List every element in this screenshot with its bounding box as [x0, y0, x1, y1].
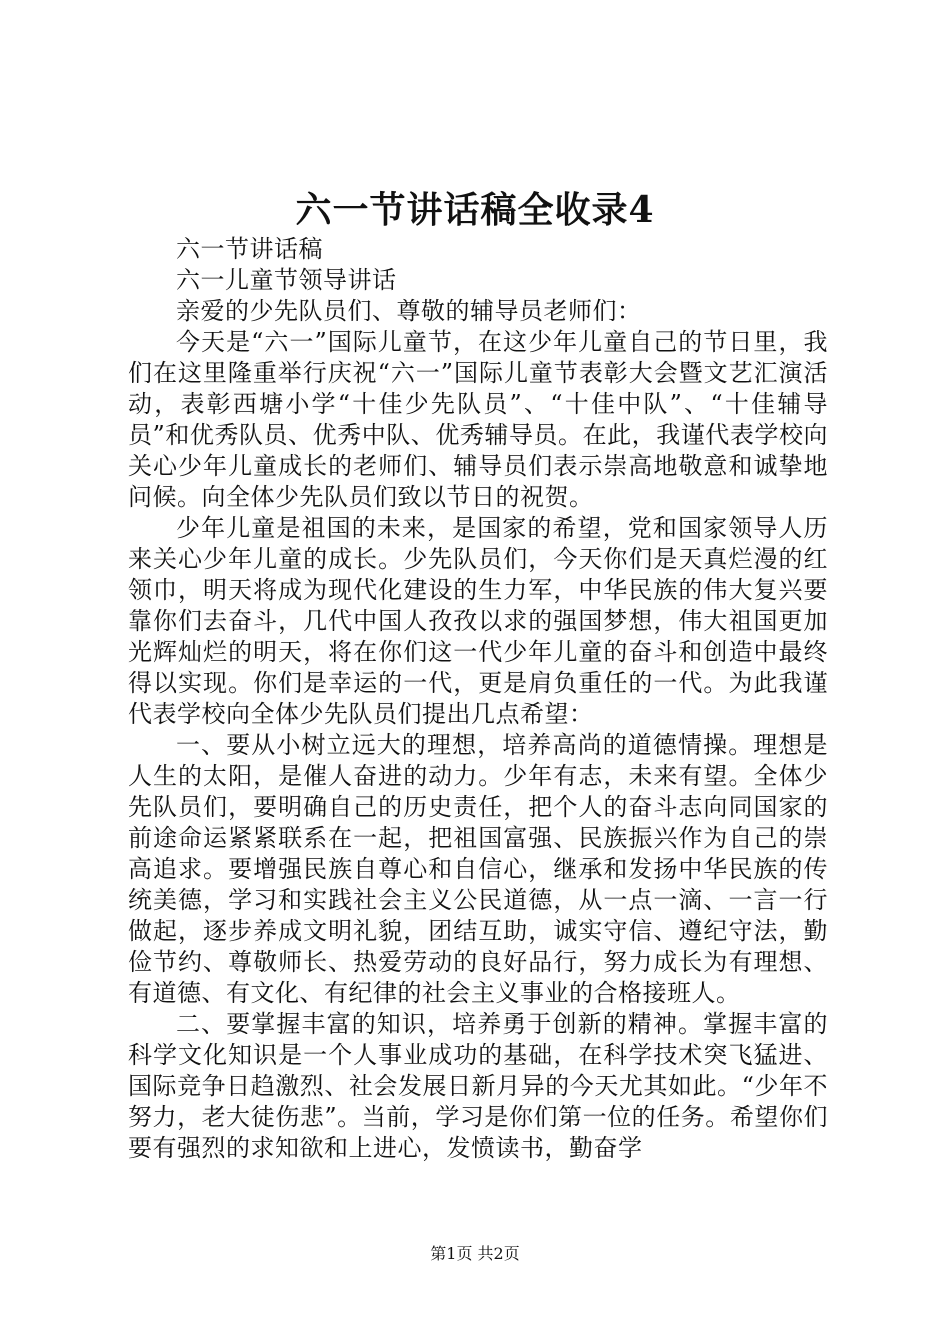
page-footer: 第1页 共2页 — [430, 1244, 520, 1263]
paragraph: 二、要掌握丰富的知识，培养勇于创新的精神。掌握丰富的科学文化知识是一个人事业成功的基础，在科学技术突飞猛进、国际竞争日趋激烈、社会发展日新月异的今天尤其如此。“少年不努力，老大徒伤悲”。当前，学习是你们第一位的任务。希望你们要有强烈的求知欲和上进心，发愤读书，勤奋学 — [128, 1010, 828, 1162]
paragraph-subheading: 六一儿童节领导讲话 — [176, 266, 397, 294]
document-body — [128, 234, 828, 1164]
paragraph: 一、要从小树立远大的理想，培养高尚的道德情操。理想是人生的太阳，是催人奋进的动力。少年有志，未来有望。全体少先队员们，要明确自己的历史责任，把个人的奋斗志向同国家的前途命运紧紧联系在一起，把祖国富强、民族振兴作为自己的崇高追求。要增强民族自尊心和自信心，继承和发扬中华民族的传统美德，学习和实践社会主义公民道德，从一点一滴、一言一行做起，逐步养成文明礼貌，团结互助，诚实守信、遵纪守法，勤俭节约、尊敬师长、热爱劳动的良好品行，努力成长为有理想、有道德、有文化、有纪律的社会主义事业的合格接班人。 — [128, 731, 828, 1007]
paragraph: 少年儿童是祖国的未来，是国家的希望，党和国家领导人历来关心少年儿童的成长。少先队员们，今天你们是天真烂漫的红领巾，明天将成为现代化建设的生力军，中华民族的伟大复兴要靠你们去奋斗，几代中国人孜孜以求的强国梦想，伟大祖国更加光辉灿烂的明天，将在你们这一代少年儿童的奋斗和创造中最终得以实现。你们是幸运的一代，更是肩负重任的一代。为此我谨代表学校向全体少先队员们提出几点希望： — [128, 514, 828, 728]
paragraph-salutation: 亲爱的少先队员们、尊敬的辅导员老师们： — [176, 297, 642, 325]
paragraph: 今天是“六一”国际儿童节，在这少年儿童自己的节日里，我们在这里隆重举行庆祝“六一”国际儿童节表彰大会暨文艺汇演活动，表彰西塘小学“十佳少先队员”、“十佳中队”、“十佳辅导员”和优秀队员、优秀中队、优秀辅导员。在此，我谨代表学校向关心少年儿童成长的老师们、辅导员们表示崇高地敬意和诚挚地问候。向全体少先队员们致以节日的祝贺。 — [128, 328, 828, 511]
paragraph-heading: 六一节讲话稿 — [176, 235, 323, 263]
document-title: 六一节讲话稿全收录4 — [295, 189, 655, 231]
